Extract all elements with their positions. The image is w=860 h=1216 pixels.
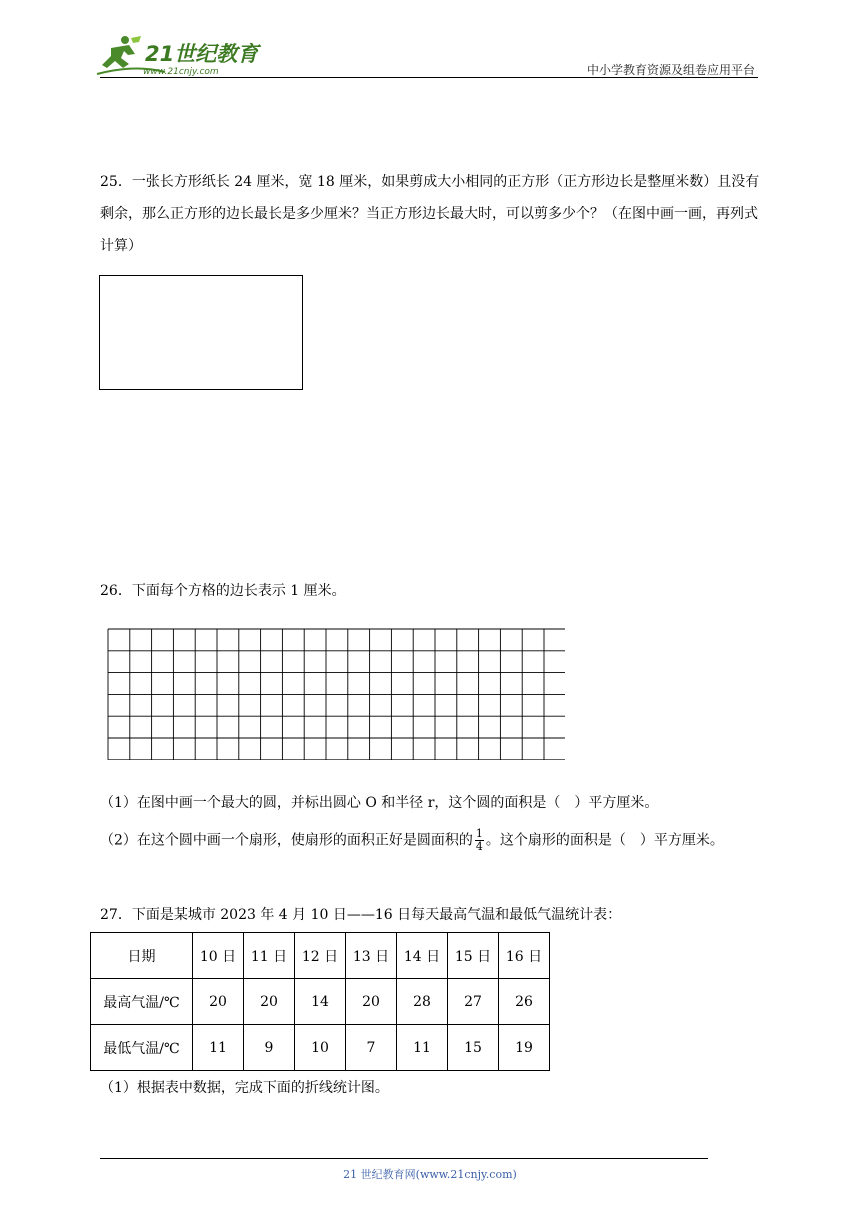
table-date-cell: 12 日 (295, 933, 346, 979)
question-26-sub1: （1）在图中画一个最大的圆，并标出圆心 O 和半径 r，这个圆的面积是（ ）平方厘米。 (100, 795, 659, 811)
fraction-one-quarter (475, 828, 484, 853)
table-cell: 20 (244, 979, 295, 1025)
table-cell: 27 (448, 979, 499, 1025)
table-header-label: 日期 (91, 933, 193, 979)
question-27-text: 27．下面是某城市 2023 年 4 月 10 日——16 日每天最高气温和最低气温统计表： (100, 907, 622, 923)
table-cell: 7 (346, 1025, 397, 1071)
table-cell: 26 (499, 979, 550, 1025)
table-date-cell: 11 日 (244, 933, 295, 979)
table-cell: 15 (448, 1025, 499, 1071)
table-row-high (91, 979, 550, 1025)
table-cell: 20 (346, 979, 397, 1025)
question-27-sub1: （1）根据表中数据，完成下面的折线统计图。 (100, 1080, 389, 1096)
table-date-cell: 16 日 (499, 933, 550, 979)
footer-divider (100, 1158, 708, 1159)
question-26-sub2-after: 。这个扇形的面积是（ ）平方厘米。 (485, 832, 724, 849)
fraction-numerator: 1 (475, 827, 483, 840)
table-row-label: 最高气温/℃ (91, 979, 193, 1025)
temperature-table (90, 932, 550, 1071)
table-row-dates (91, 933, 550, 979)
table-cell: 11 (397, 1025, 448, 1071)
table-cell: 28 (397, 979, 448, 1025)
table-row-low (91, 1025, 550, 1071)
footer-text: 21 世纪教育网(www.21cnjy.com) (343, 1168, 517, 1181)
question-26-grid (107, 628, 565, 760)
question-25-rectangle (99, 275, 303, 390)
platform-name: 中小学教育资源及组卷应用平台 (586, 63, 755, 77)
table-date-cell: 13 日 (346, 933, 397, 979)
table-date-cell: 10 日 (193, 933, 244, 979)
table-cell: 10 (295, 1025, 346, 1071)
table-date-cell: 15 日 (448, 933, 499, 979)
header-divider (100, 77, 758, 78)
question-25-text: 25．一张长方形纸长 24 厘米，宽 18 厘米，如果剪成大小相同的正方形（正方形边长是整厘米数）且没有剩余，那么正方形的边长最长是多少厘米？当正方形边长最大时，可以剪多少个？（在图中画一画，再列式计算） (100, 174, 760, 254)
table-cell: 9 (244, 1025, 295, 1071)
logo-text: 21世纪教育 (145, 42, 259, 66)
question-26-sub2 (100, 828, 724, 853)
logo-url: www.21cnjy.com (143, 67, 219, 77)
fraction-denominator: 4 (475, 840, 483, 853)
table-cell: 19 (499, 1025, 550, 1071)
site-logo (95, 34, 265, 78)
table-cell: 14 (295, 979, 346, 1025)
question-26-sub2-before: （2）在这个圆中画一个扇形，使扇形的面积正好是圆面积的 (100, 832, 473, 849)
question-26-text: 26．下面每个方格的边长表示 1 厘米。 (100, 583, 346, 599)
table-cell: 20 (193, 979, 244, 1025)
table-cell: 11 (193, 1025, 244, 1071)
table-row-label: 最低气温/℃ (91, 1025, 193, 1071)
table-date-cell: 14 日 (397, 933, 448, 979)
